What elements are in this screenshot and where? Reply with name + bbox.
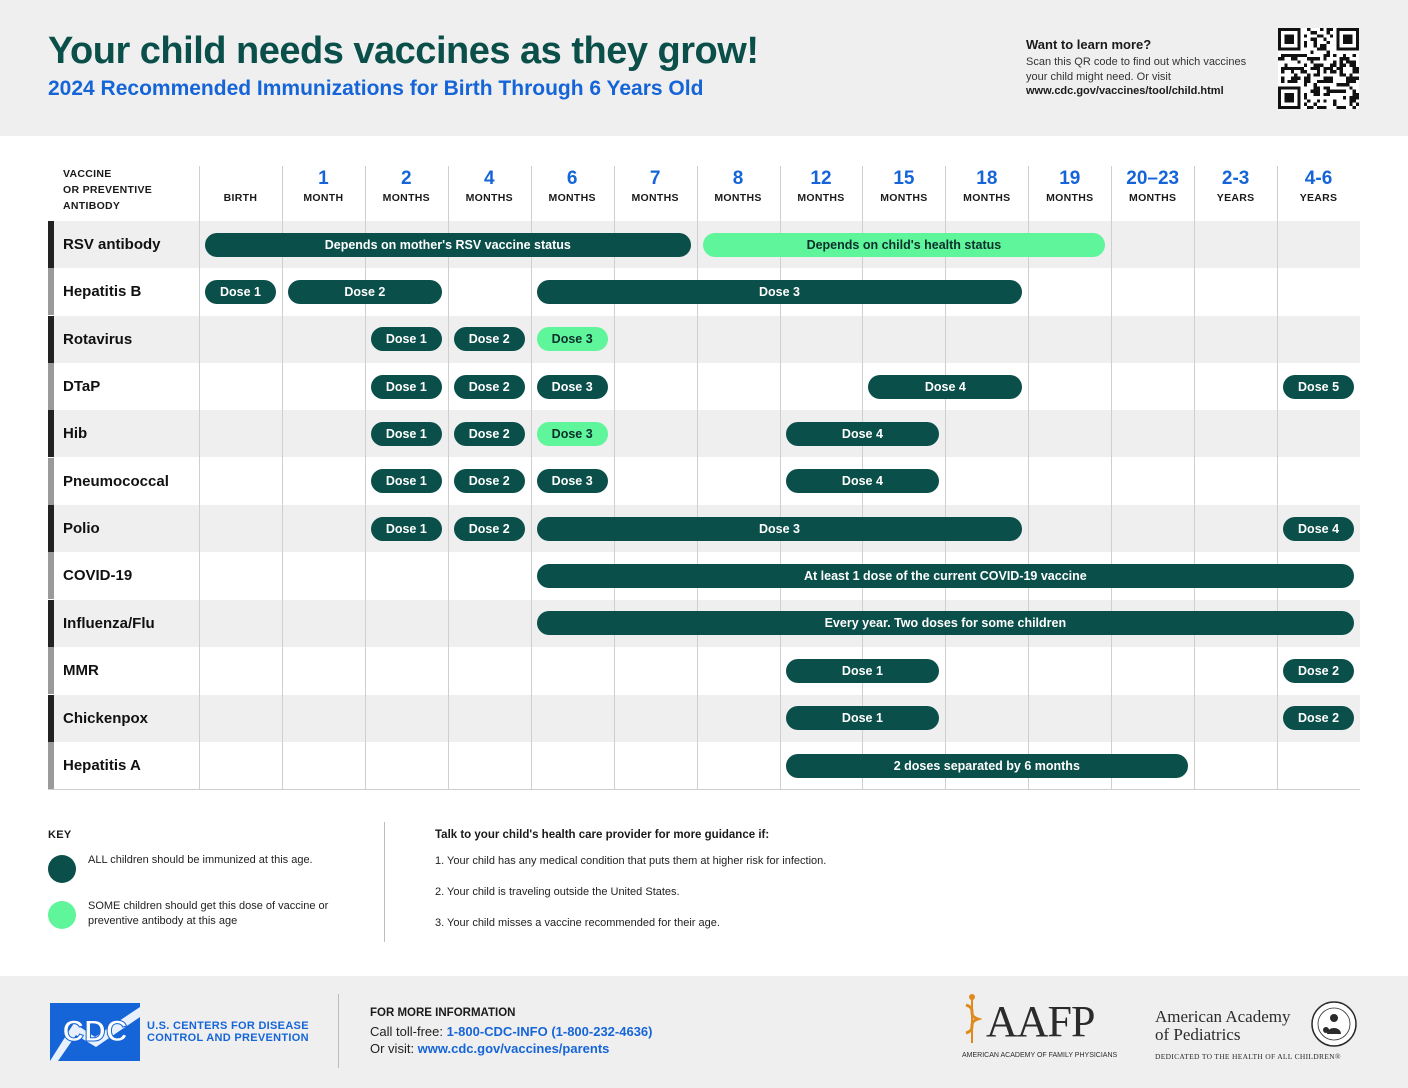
age-column-header (1277, 168, 1360, 218)
aap-logo-name: American Academy of Pediatrics (1155, 1007, 1291, 1044)
row-marker (48, 505, 54, 552)
aafp-caduceus-icon (962, 993, 982, 1045)
row-marker (48, 363, 54, 410)
table-row (48, 410, 1360, 457)
age-column-unit: MONTHS (631, 192, 679, 204)
age-column-header (531, 168, 614, 218)
age-column-header (365, 168, 448, 218)
phone-link[interactable]: 1-800-CDC-INFO (1-800-232-4636) (446, 1024, 653, 1039)
age-column-number: 7 (649, 168, 661, 189)
phone-line (370, 1024, 653, 1039)
age-column-number: 6 (566, 168, 578, 189)
vaccine-name: RSV antibody (63, 236, 161, 253)
dose-bar: Dose 2 (1283, 706, 1354, 730)
table-row (48, 695, 1360, 742)
key-some-text: SOME children should get this dose of vaccine or preventive antibody at this age (88, 900, 329, 927)
guidance-item: 3. Your child misses a vaccine recommended for their age. (435, 917, 720, 929)
age-column-number: 15 (893, 168, 915, 189)
column-gridline (1111, 166, 1112, 790)
row-marker (48, 316, 54, 363)
column-gridline (945, 166, 946, 790)
dose-bar: Dose 1 (371, 327, 442, 351)
learn-more-text: Scan this QR code to find out which vaccines your child might need. Or visit (1026, 56, 1247, 83)
vaccine-name: Hepatitis B (63, 283, 142, 301)
dose-bar: Dose 1 (371, 517, 442, 541)
dose-bar: Dose 3 (537, 327, 608, 351)
vaccine-name: Polio (63, 520, 100, 538)
age-column-header (614, 168, 697, 218)
dose-bar: Dose 4 (786, 469, 940, 493)
vaccine-name: DTaP (63, 378, 101, 396)
age-column-unit: MONTHS (1046, 192, 1094, 204)
age-column-number: 12 (810, 168, 832, 189)
dose-bar: Dose 1 (371, 375, 442, 399)
age-column-unit: MONTHS (797, 192, 845, 204)
visit-prefix: Or visit: (370, 1041, 418, 1056)
table-row (48, 647, 1360, 694)
dose-bar: Dose 2 (454, 517, 525, 541)
dose-bar: Dose 2 (454, 375, 525, 399)
aafp-logo: AAFP (986, 997, 1095, 1046)
cdc-name: U.S. CENTERS FOR DISEASE CONTROL AND PREVENTION (147, 1020, 309, 1044)
vaccine-name: Chickenpox (63, 709, 149, 727)
dose-bar: Depends on mother's RSV vaccine status (205, 233, 691, 257)
visit-link[interactable]: www.cdc.gov/vaccines/parents (417, 1041, 610, 1056)
dose-bar: Dose 4 (868, 375, 1022, 399)
dose-bar: Dose 4 (786, 422, 940, 446)
age-column-header (1194, 168, 1277, 218)
dose-bar: Every year. Two doses for some children (537, 611, 1354, 635)
footer-divider (338, 994, 339, 1068)
phone-prefix: Call toll-free: (370, 1024, 447, 1039)
age-column-unit: YEARS (1216, 192, 1255, 204)
dose-bar: Dose 3 (537, 517, 1023, 541)
row-marker (48, 268, 54, 315)
dose-bar: Dose 1 (786, 706, 940, 730)
dose-bar: Dose 1 (371, 469, 442, 493)
age-column-unit: YEARS (1299, 192, 1338, 204)
qr-code-icon[interactable] (1278, 28, 1359, 109)
age-column-header (697, 168, 780, 218)
key-all-swatch (48, 855, 76, 883)
page-title: Your child needs vaccines as they grow! (48, 30, 759, 72)
table-bottom-rule (48, 789, 1360, 790)
guidance-title: Talk to your child's health care provider for more guidance if: (435, 829, 770, 841)
column-gridline (282, 166, 283, 790)
age-column-number: 2-3 (1221, 168, 1250, 189)
vaccine-name: Hepatitis A (63, 756, 141, 774)
column-gridline (780, 166, 781, 790)
row-marker (48, 552, 54, 599)
age-column-header (862, 168, 945, 218)
row-marker (48, 458, 54, 505)
age-column-number: 2 (401, 168, 412, 189)
age-column-header (448, 168, 531, 218)
dose-bar: 2 doses separated by 6 months (786, 754, 1189, 778)
dose-bar: Depends on child's health status (703, 233, 1106, 257)
row-marker (48, 410, 54, 457)
age-column-number: 20–23 (1126, 168, 1180, 189)
age-column-unit: MONTHS (382, 192, 430, 204)
age-column-number: 18 (976, 168, 998, 189)
row-marker (48, 600, 54, 647)
key-some-swatch (48, 901, 76, 929)
guidance-item: 1. Your child has any medical condition that puts them at higher risk for infection. (435, 855, 827, 867)
age-column-header (1111, 168, 1194, 218)
header (0, 0, 1408, 136)
age-column-unit: BIRTH (223, 192, 258, 204)
age-column-number: 19 (1059, 168, 1081, 189)
column-gridline (1277, 166, 1278, 790)
vaccine-name: Influenza/Flu (63, 614, 155, 632)
row-marker (48, 742, 54, 789)
column-gridline (1194, 166, 1195, 790)
table-row (48, 316, 1360, 363)
table-row (48, 458, 1360, 505)
learn-more-link[interactable]: www.cdc.gov/vaccines/tool/child.html (1026, 85, 1224, 97)
dose-bar: Dose 2 (1283, 659, 1354, 683)
row-marker (48, 221, 54, 268)
age-column-unit: MONTH (303, 192, 344, 204)
column-gridline (614, 166, 615, 790)
vaccine-column-header: VACCINE OR PREVENTIVE ANTIBODY (63, 168, 153, 212)
column-gridline (448, 166, 449, 790)
age-column-number: 4-6 (1304, 168, 1333, 189)
learn-more (1026, 37, 1266, 97)
dose-bar: At least 1 dose of the current COVID-19 vaccine (537, 564, 1354, 588)
age-column-header (945, 168, 1028, 218)
dose-bar: Dose 2 (288, 280, 442, 304)
dose-bar: Dose 2 (454, 469, 525, 493)
aap-seal-icon (1310, 1000, 1358, 1048)
visit-line (370, 1041, 609, 1056)
age-column-number (199, 168, 282, 192)
row-marker (48, 647, 54, 694)
vaccine-name: COVID-19 (63, 567, 133, 585)
key-divider (384, 822, 385, 942)
vaccine-name: MMR (63, 662, 99, 680)
age-column-unit: MONTHS (963, 192, 1011, 204)
dose-bar: Dose 4 (1283, 517, 1354, 541)
dose-bar: Dose 2 (454, 327, 525, 351)
age-column-number: 4 (483, 168, 495, 189)
dose-bar: Dose 1 (205, 280, 276, 304)
dose-bar: Dose 3 (537, 422, 608, 446)
table-row (48, 363, 1360, 410)
dose-bar: Dose 1 (786, 659, 940, 683)
age-column-unit: MONTHS (548, 192, 596, 204)
row-marker (48, 695, 54, 742)
column-gridline (365, 166, 366, 790)
dose-bar: Dose 2 (454, 422, 525, 446)
age-column-header (199, 168, 282, 218)
key-title: KEY (48, 829, 72, 841)
dose-bar: Dose 3 (537, 280, 1023, 304)
vaccine-name: Rotavirus (63, 330, 133, 348)
column-gridline (531, 166, 532, 790)
more-info-title: FOR MORE INFORMATION (370, 1007, 516, 1019)
cdc-logo-text: CDC (62, 1015, 128, 1048)
dose-bar: Dose 1 (371, 422, 442, 446)
aap-subtitle: DEDICATED TO THE HEALTH OF ALL CHILDREN® (1155, 1052, 1341, 1061)
age-column-header (1028, 168, 1111, 218)
dose-bar: Dose 5 (1283, 375, 1354, 399)
age-column-header (282, 168, 365, 218)
page-subtitle: 2024 Recommended Immunizations for Birth Through 6 Years Old (48, 77, 704, 100)
age-column-number: 1 (318, 168, 329, 189)
age-column-number: 8 (732, 168, 744, 189)
age-column-unit: MONTHS (465, 192, 513, 204)
learn-more-title: Want to learn more? (1026, 37, 1152, 52)
key-all-text: ALL children should be immunized at this age. (88, 854, 313, 866)
guidance-item: 2. Your child is traveling outside the United States. (435, 886, 680, 898)
age-column-unit: MONTHS (880, 192, 928, 204)
dose-bar: Dose 3 (537, 469, 608, 493)
aafp-subtitle: AMERICAN ACADEMY OF FAMILY PHYSICIANS (962, 1052, 1118, 1059)
age-column-unit: MONTHS (1129, 192, 1177, 204)
vaccine-name: Hib (63, 425, 88, 443)
dose-bar: Dose 3 (537, 375, 608, 399)
column-gridline (1028, 166, 1029, 790)
vaccine-name: Pneumococcal (63, 472, 169, 490)
column-gridline (199, 166, 200, 790)
cdc-logo-icon (50, 1003, 140, 1061)
age-column-header (780, 168, 863, 218)
column-gridline (697, 166, 698, 790)
age-column-unit: MONTHS (714, 192, 762, 204)
